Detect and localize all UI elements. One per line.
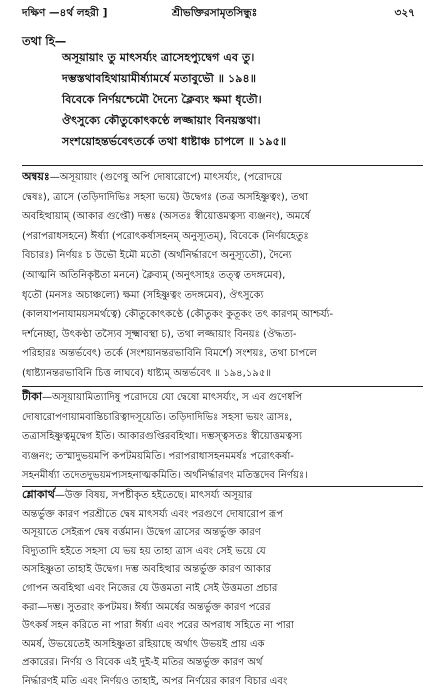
tika-line: সহনমীর্ষ্যা তদেতদুভয়মপ্যসহনাত্মকমিতি। অর্থনির্দ্ধারণং মতিস্তদেব নির্ণয়ঃ। — [22, 470, 308, 482]
verse-block — [62, 47, 432, 152]
divider — [22, 165, 423, 166]
anvaya-label: অন্বয়ঃ — [22, 170, 50, 183]
shlokartha-line: অসহিষ্ণুতা তাহাই উদ্বেগ। দম্ভ অবহিত্থার অন্তর্ভুক্ত কারণ আকার — [22, 564, 272, 576]
anvaya-line: দ্বেষঃ), ত্রাসে (তড়িদাদিভিঃ সহসা ভয়ে) উদ্বেগঃ (তত্র অসহিষ্ণুত্বং), তথা — [22, 191, 308, 203]
shlokartha-line: উৎকর্ষ সহন করিতে না পারা ঈর্ষ্যা এবং পরের অপরাধ সহিতে না পারা — [22, 620, 295, 632]
shlokartha-label: শ্লোকার্থ — [22, 488, 55, 501]
shlokartha-line: শ্লোকার্থ—উক্ত বিষয়, সপষ্টীকৃত হইতেছে। মাৎসর্য্য অসূয়ার — [22, 488, 253, 501]
tika-line: তত্রাসহিষ্ণুত্বমুদ্বেগ ইতি। আকারগুপ্তিরবহিত্থা। দম্ভস্ত্বসতঃ স্বীয়োত্তমত্বস্য — [22, 431, 302, 443]
anvaya-line: (কালযাপনাযাময়সমর্থত্বে) কৌতুকোৎকণ্ঠে (কৌতুকং কুতূকং তৎ কারণম্ আশ্চর্য্য- — [22, 309, 334, 321]
tika-line: টীকা—অসূয়ায়ামিত্যাদিষু পরোদয়ে যো দ্বেষো মাৎসর্য্যং, স এব গুণেষ্বপি — [22, 390, 303, 403]
shlokartha-line: গোপন অবহিত্থা এবং নিজের যে উত্তমতা নাই সেই উত্তমতা প্রচার — [22, 582, 278, 594]
shlokartha-line: অসূয়াতে সেইরূপ দ্বেষ বর্ত্তমান। উদ্বেগ ত্রাসের অন্তর্ভুক্ত কারণ — [22, 527, 261, 539]
verse-intro: তথা হি— — [22, 34, 67, 48]
verse-line: দম্ভস্তথাবহিথায়ামীর্ষ্যামর্ষে মতাবুভৌ ॥ ১৯৪॥ — [62, 72, 257, 85]
page-header — [22, 6, 415, 22]
shlokartha-line: করা—দম্ভ। সুতরাং কপটময়। ঈর্ষ্যা অমর্ষের অন্তর্ভুক্ত কারণ পরের — [22, 601, 271, 613]
anvaya-line: পরিহারঃ অন্তর্ভবেৎ) তর্কে (সংশয়ানন্তরভাবিনি বিমর্শে) সংশয়ঃ, তথা চাপলে — [22, 348, 317, 360]
shlokartha-line: প্রকারের। নির্ণয় ও বিবেক এই দুই-ই মতির অন্তর্ভুক্ত কারণ অর্থ — [22, 657, 263, 669]
anvaya-line: অবহিত্থায়াম্ (আকার গুপ্তৌ) দম্ভঃ (অসতঃ স্বীয়োত্তমত্বস্য ব্যঞ্জনং), অমর্ষে — [22, 211, 311, 223]
anvaya-line: (পরাপরাধসহনে) ঈর্ষ্যা (পরোৎকর্ষাসহনম্ অনুস্যূতম্), বিবেকে (নির্ণয়হেতুঃ — [22, 230, 309, 242]
tika-label: টীকা — [22, 390, 43, 403]
anvaya-line: (আত্মনি অতিনিকৃষ্টতা মননে) ক্লৈব্যম্ (অনুৎসাহঃ তত্ত্ব তদঙ্গমেব), — [22, 269, 286, 281]
shlokartha-line: বিদ্যুতাদি হইতে সহসা যে ভয় হয় তাহা ত্রাস এবং সেই ভয়ে যে — [22, 545, 266, 557]
tika-line: দোষারোপণায়ামবান্তিচারিত্বাদসূয়েতি। তড়িদাদিভিঃ সহসা ভয়ং ত্রাসঃ, — [22, 411, 293, 423]
anvaya-line: বিচারঃ) নির্ণয়ঃ চ উভৌ ইমৌ মতৌ (অর্থনির্দ্ধারণে অনুস্যূতৌ), দৈন্যে — [22, 250, 292, 262]
anvaya-section — [22, 167, 420, 384]
shlokartha-line: অন্তর্ভুক্ত কারণ পরশ্রীতে দ্বেষ মাৎসর্য্য এবং পরগুণে দোষারোপ রূপ — [22, 508, 283, 520]
shlokartha-line: নির্দ্ধারণই মতি এবং নির্ণয়ও তাহাই, অপর নির্ণয়ের কারণ বিচার এবং — [22, 675, 288, 687]
book-title: শ্রীভক্তিরসামৃতসিন্ধুঃ — [172, 7, 258, 19]
page-number: ৩২৭ — [394, 7, 415, 19]
verse-line: সংশয়োহন্তর্ভবেৎতর্কে তথা ধাষ্টাঞ্চ চাপলে ॥ ১৯৫॥ — [62, 135, 287, 148]
tika-line: ব্যঞ্জনং; তস্মাদুভয়মপি কপটময়মিতি। পরাপরাধাসহনমমর্ষঃ পরোৎকর্ষা- — [22, 450, 294, 462]
anvaya-line: ধৃতৌ (মনসঃ অচাঞ্চল্যে) ক্ষমা (সহিষ্ণুত্বং তদঙ্গমেব), ঔৎসুক্যে — [22, 289, 264, 301]
verse-line: অসূয়ায়াং তু মাৎসর্য্যং ত্রাসেহপ্যুদ্বেগ এব তু। — [62, 51, 255, 64]
verse-line: ঔৎসুক্যে কৌতুকোৎকণ্ঠে লজ্জায়াং বিনয়স্তথা। — [62, 114, 261, 127]
anvaya-line: (ধাষ্ট্যানন্তরভাবিনি চিত্ত লাঘবে) ধাষ্ট্যম্ অন্তর্ভবেৎ ॥ ১৯৪,১৯৫॥ — [22, 367, 271, 379]
verse-line: বিবেকে নির্ণয়শ্চেমৌ দৈন্যে ক্লৈব্যং ক্ষমা ধৃতৌ। — [62, 93, 262, 106]
tika-section — [22, 387, 420, 486]
anvaya-line: দর্শনেচ্ছা, উৎকণ্ঠা তস্যৈব সূক্ষ্মাবস্থা চ), তথা লজ্জায়াং বিনয়ঃ (ঔদ্ধত্য- — [22, 328, 297, 340]
shlokartha-section — [22, 486, 420, 692]
shlokartha-line: অমর্ষ, উভয়েতেই অসহিষ্ণুতা রহিয়াছে অর্থাৎ উভয়ই প্রায় এক — [22, 638, 265, 650]
anvaya-line: অন্বয়ঃ—অসূয়ায়াং (গুণেষু অপি দোষারোপে) মাৎসর্য্যং, (পরোদয়ে — [22, 170, 282, 183]
chapter-label: দক্ষিণ —৪র্থ লহরী ] — [22, 7, 108, 19]
